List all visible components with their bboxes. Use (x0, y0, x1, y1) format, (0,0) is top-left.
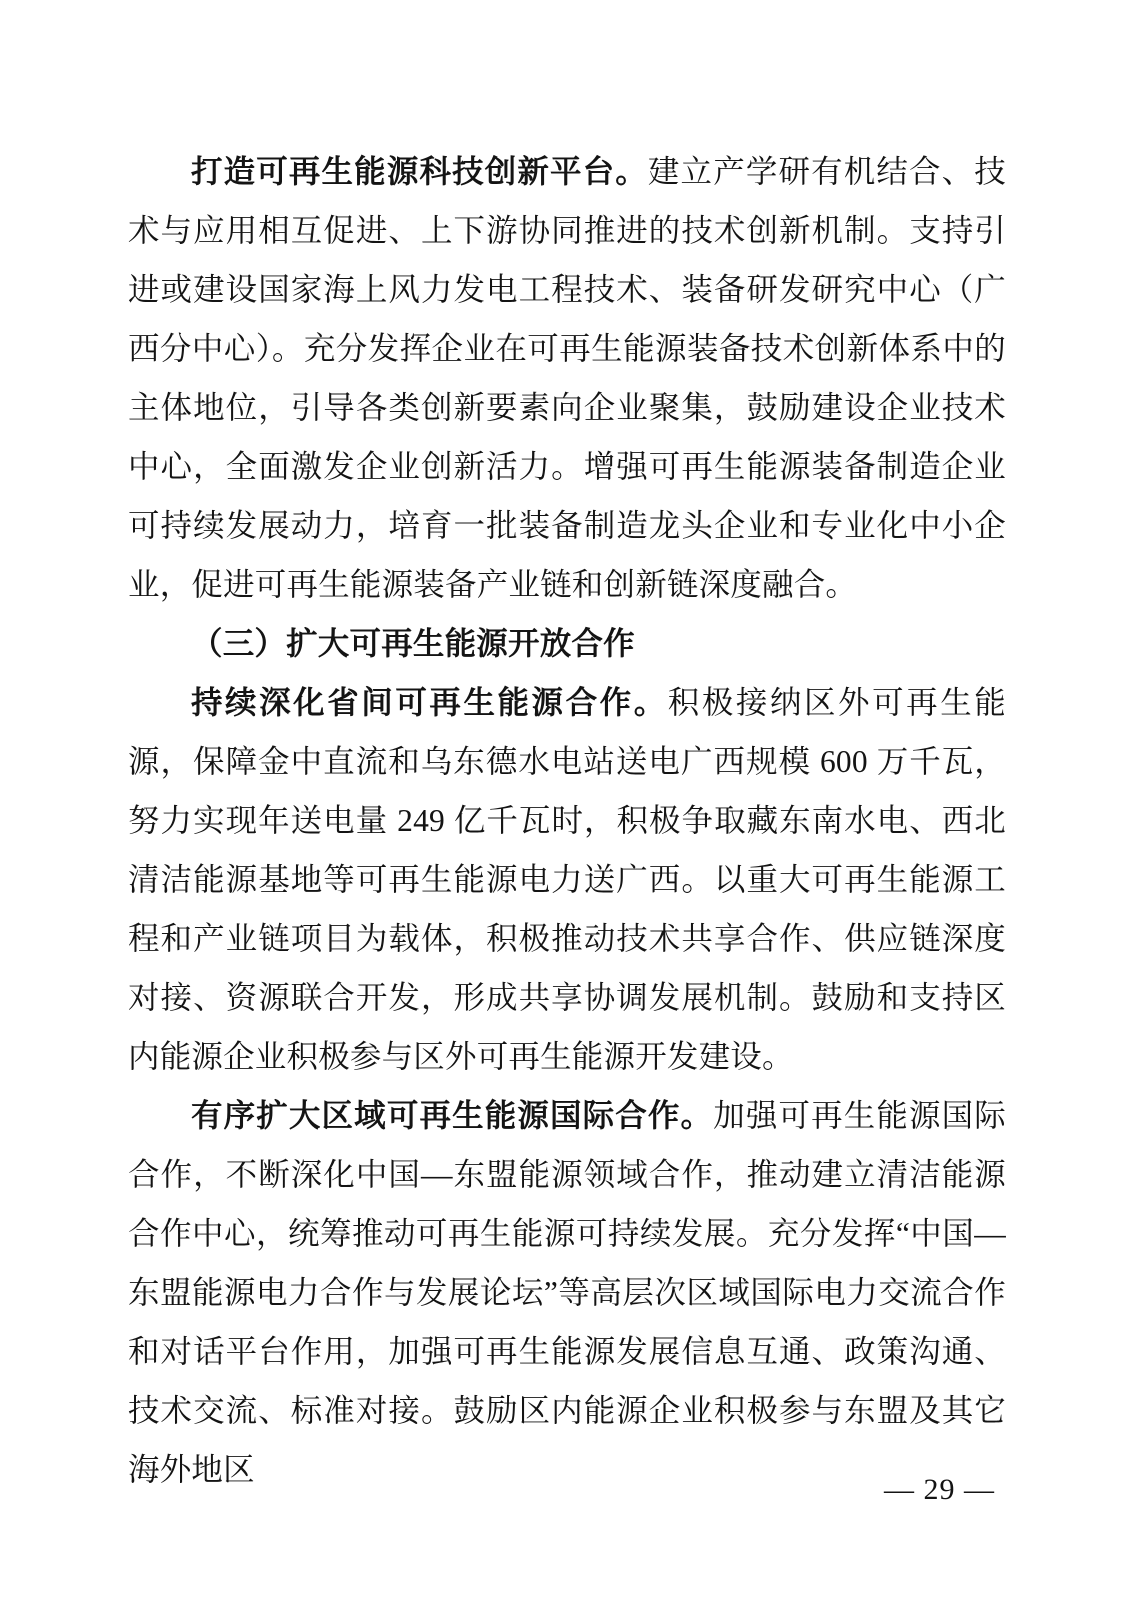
paragraph-text: 积极接纳区外可再生能源，保障金中直流和乌东德水电站送电广西规模 600 万千瓦，努力实现年送电量 249 亿千瓦时，积极争取藏东南水电、西北清洁能源基地等可再生能源电力送广西。以重大可再生能源工程和产业链项目为载体，积极推动技术共享合作、供应链深度对接、资源联合开发，形成共享协调发展机制。鼓励和支持区内能源企业积极参与区外可再生能源开发建设。 (128, 685, 1006, 1074)
paragraph-lead: 打造可再生能源科技创新平台。 (191, 153, 648, 189)
page-number: — 29 — (884, 1473, 995, 1506)
paragraph-tech-innovation-platform (128, 142, 1006, 614)
paragraph-interprovincial-cooperation (128, 673, 1006, 1086)
paragraph-text: 加强可再生能源国际合作，不断深化中国—东盟能源领域合作，推动建立清洁能源合作中心，统筹推动可再生能源可持续发展。充分发挥“中国—东盟能源电力合作与发展论坛”等高层次区域国际电力交流合作和对话平台作用，加强可再生能源发展信息互通、政策沟通、技术交流、标准对接。鼓励区内能源企业积极参与东盟及其它海外地区 (128, 1098, 1006, 1487)
paragraph-lead: 持续深化省间可再生能源合作。 (191, 684, 668, 720)
paragraph-international-cooperation (128, 1086, 1006, 1499)
paragraph-text: 建立产学研有机结合、技术与应用相互促进、上下游协同推进的技术创新机制。支持引进或建设国家海上风力发电工程技术、装备研发研究中心（广西分中心）。充分发挥企业在可再生能源装备技术创新体系中的主体地位，引导各类创新要素向企业聚集，鼓励建设企业技术中心，全面激发企业创新活力。增强可再生能源装备制造企业可持续发展动力，培育一批装备制造龙头企业和专业化中小企业，促进可再生能源装备产业链和创新链深度融合。 (128, 154, 1006, 602)
paragraph-lead: 有序扩大区域可再生能源国际合作。 (191, 1097, 714, 1133)
section-heading-3: （三）扩大可再生能源开放合作 (191, 625, 635, 661)
document-body (128, 142, 1006, 1499)
